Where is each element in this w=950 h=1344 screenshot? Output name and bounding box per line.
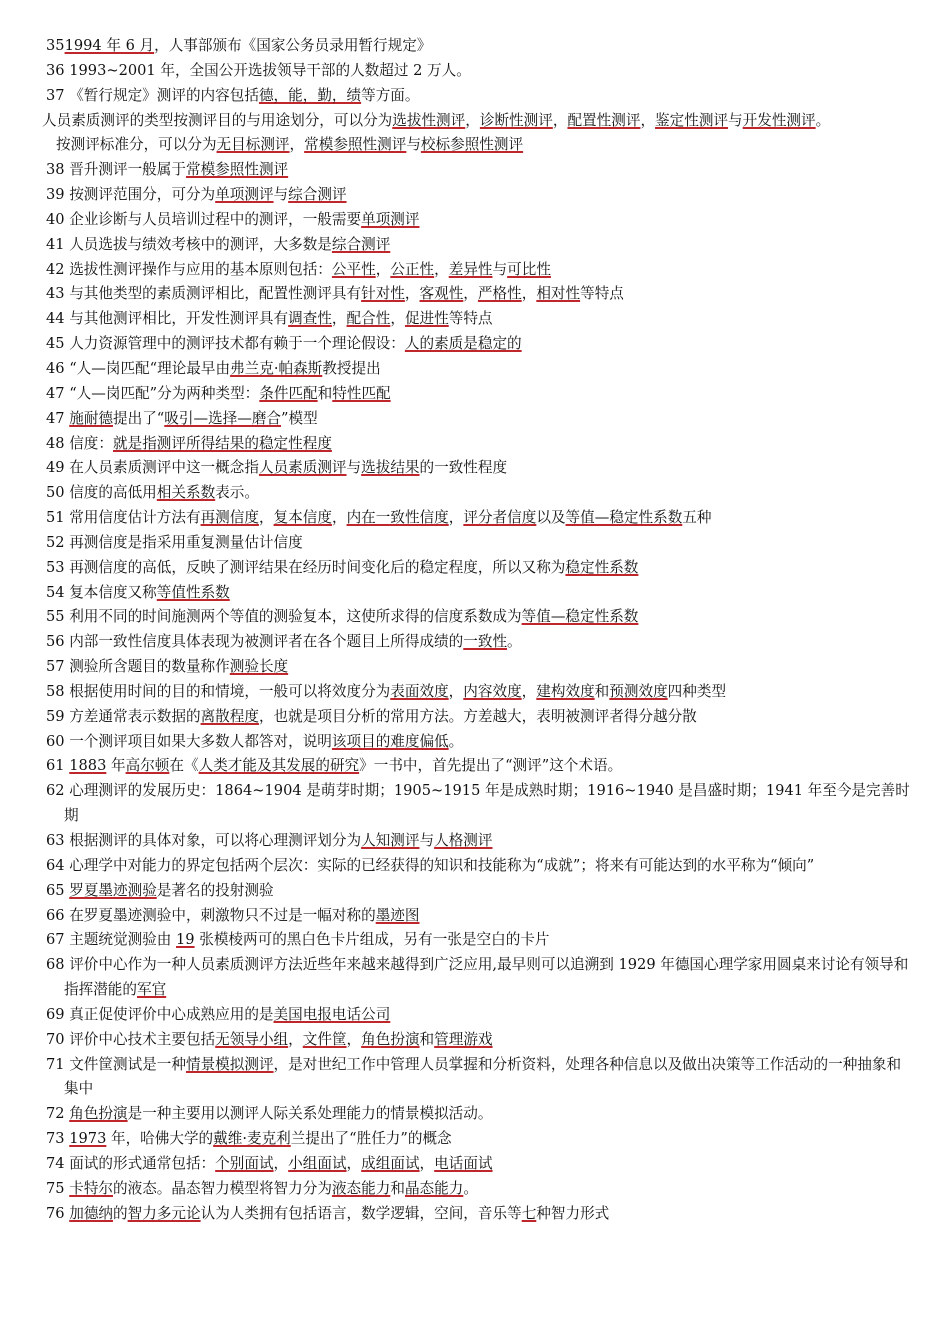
text-segment: 61 [46,757,70,775]
text-line [46,1102,910,1127]
underlined-answer: 人员素质测评 [258,459,347,477]
underlined-answer: 常模参照性测评 [185,161,289,179]
text-line [46,630,910,655]
text-segment: 五种 [682,509,712,527]
underlined-answer: 配合性 [346,310,391,328]
underlined-answer: 人知测评 [361,832,420,849]
underlined-answer: 严格性 [477,285,522,303]
text-segment: 35 [46,37,65,54]
underlined-answer: 公平性 [331,260,376,278]
underlined-answer: 相对性 [536,285,581,303]
text-line [46,928,910,953]
text-line [46,605,910,630]
text-segment: 62 心理测评的发展历史：1864~1904 是萌芽时期；1905~1915 年是成熟时期；1916~1940 是昌盛时期；1941 年至今是完善时期 [46,782,910,825]
text-segment: ， [463,285,478,303]
underlined-answer: 测验长度 [229,658,289,676]
text-segment: 和 [594,682,610,700]
underlined-answer: 调查性 [288,310,332,328]
text-line [46,407,910,432]
text-segment: 与 [728,111,743,129]
underlined-answer: 无领导小组 [215,1030,289,1048]
text-segment: 年 [106,757,126,775]
text-line [46,84,910,109]
underlined-answer: 开发性测评 [742,111,816,129]
text-segment: 56 内部一致性信度具体表现为被测评者在各个题目上所得成绩的 [46,633,464,651]
underlined-answer: 单项测评 [215,186,274,204]
underlined-answer: 校标参照性测评 [420,136,524,154]
text-segment: ， [258,509,274,527]
text-line [46,829,910,854]
text-segment: 67 主题统觉测验由 [46,931,177,949]
text-segment: 69 真正促使评价中心成熟应用的是 [46,1005,274,1023]
text-segment: ， [448,509,464,527]
text-line [46,730,910,755]
text-segment: 和 [390,1179,405,1197]
text-line [46,1053,910,1103]
text-segment: 47 [46,409,70,427]
text-segment: 48 信度： [46,434,113,452]
text-segment: 种智力形式 [536,1204,610,1222]
underlined-answer: 卡特尔 [69,1179,114,1197]
underlined-answer: 预测效度 [609,682,668,700]
text-line [46,581,910,606]
text-line [46,754,910,779]
text-segment: 73 [46,1130,70,1148]
text-segment: 60 一个测评项目如果大多数人都答对，说明 [46,732,332,750]
underlined-answer: 角色扮演 [69,1105,128,1123]
text-segment: 39 按测评范围分，可分为 [46,186,216,204]
text-segment: 。 [507,633,522,651]
text-segment: 等方面。 [361,86,420,104]
text-segment: ， [289,136,305,154]
underlined-answer: 选拔性测评 [392,111,466,129]
text-line [46,1177,910,1202]
text-segment: ， [404,285,420,303]
text-segment: 76 [46,1204,70,1222]
text-segment: ， [521,285,537,303]
text-segment: 71 文件筐测试是一种 [46,1055,186,1073]
text-segment: 的 [113,1204,128,1222]
text-line [46,1127,910,1152]
text-segment: 与 [419,832,435,849]
text-line [46,879,910,904]
underlined-answer: 等值性系数 [156,583,230,601]
underlined-answer: 常模参照性测评 [304,136,407,154]
text-segment: 。 [448,732,464,750]
underlined-answer: 电话面试 [434,1154,493,1172]
text-segment: 46 “人—岗匹配“理论最早由 [46,359,231,377]
underlined-answer: 德，能，勤，绩 [258,86,362,104]
text-segment: 74 面试的形式通常包括： [46,1154,216,1172]
underlined-answer: 1973 [69,1130,107,1148]
underlined-answer: 19 [176,931,195,949]
underlined-answer: 配置性测评 [567,111,641,129]
text-segment: 与 [346,459,362,477]
underlined-answer: 七 [521,1204,537,1222]
text-segment: 年，哈佛大学的 [106,1130,214,1148]
underlined-answer: 戴维·麦克利 [213,1130,291,1148]
text-segment: ，也就是项目分析的常用方法。方差越大，表明被测评者得分越分散 [258,707,697,725]
text-segment: 是一种主要用以测评人际关系处理能力的情景模拟活动。 [127,1105,493,1123]
text-line [42,109,910,134]
text-line [46,655,910,680]
text-segment: 44 与其他测评相比，开发性测评具有 [46,310,289,328]
underlined-answer: 差异性 [448,260,493,278]
text-segment: 的一致性程度 [419,459,508,477]
text-segment: 的液态。晶态智力模型将智力分为 [113,1179,332,1197]
underlined-answer: 促进性 [404,310,449,328]
text-segment: 41 人员选拔与绩效考核中的测评，大多数是 [46,235,332,253]
text-segment: 50 信度的高低用 [46,484,157,502]
text-segment: 和 [419,1030,435,1048]
text-line [46,481,910,506]
underlined-answer: 鉴定性测评 [655,111,729,129]
underlined-answer: 该项目的难度偏低 [331,732,449,750]
text-segment: 。 [463,1179,478,1197]
text-line [46,158,910,183]
text-segment: 》一书中，首先提出了“测评”这个术语。 [359,757,623,775]
text-line [46,133,910,158]
text-segment: 59 方差通常表示数据的 [46,707,201,725]
text-segment: ，人事部颁布《国家公务员录用暂行规定》 [154,37,432,54]
underlined-answer: 人格测评 [434,832,493,849]
text-segment: 与 [492,260,508,278]
underlined-answer: 液态能力 [331,1179,391,1197]
underlined-answer: 客观性 [419,285,464,303]
underlined-answer: 吸引—选择—磨合 [164,409,282,427]
text-line [46,680,910,705]
underlined-answer: 选拔结果 [361,459,420,477]
text-segment: ， [375,260,391,278]
text-segment: 52 再测信度是指采用重复测量估计信度 [46,533,303,551]
text-segment: ， [346,1154,362,1172]
text-segment: 与 [406,136,421,154]
underlined-answer: 加德纳 [69,1204,114,1222]
underlined-answer: 成组面试 [361,1154,420,1172]
text-segment: 在《 [169,757,199,775]
text-segment: ”模型 [281,409,318,427]
text-line [46,208,910,233]
underlined-answer: 复本信度 [273,509,332,527]
text-line [46,556,910,581]
text-segment: 四种类型 [667,682,727,700]
underlined-answer: 施耐德 [69,409,114,427]
text-segment: ， [434,260,449,278]
underlined-answer: 特性匹配 [332,384,391,402]
text-line [46,258,910,283]
text-segment: 43 与其他类型的素质测评相比，配置性测评具有 [46,285,362,303]
text-segment: 等特点 [448,310,493,328]
text-segment: 是著名的投射测验 [156,881,274,899]
underlined-answer: 单项测评 [361,210,420,228]
text-segment: 65 [46,881,70,899]
text-line [46,456,910,481]
text-segment: ， [346,1030,362,1048]
underlined-answer: 综合测评 [331,235,391,253]
underlined-answer: 高尔顿 [125,757,170,775]
text-segment: 64 心理学中对能力的界定包括两个层次：实际的已经获得的知识和技能称为“成就”；将来有可能达到的水平称为“倾向” [46,856,815,874]
text-segment: 75 [46,1179,70,1197]
text-line [46,1028,910,1053]
text-segment: 兰提出了“胜任力”的概念 [290,1130,452,1148]
text-segment: ， [288,1030,303,1048]
text-line [46,854,910,879]
text-segment: 47 “人—岗匹配”分为两种类型： [46,384,260,402]
underlined-answer: 内容效度 [463,682,522,700]
underlined-answer: 综合测评 [288,186,347,204]
text-line [46,233,910,258]
text-segment: 54 复本信度又称 [46,583,157,601]
text-segment: 和 [317,384,333,402]
document-body [42,34,910,1227]
text-segment: 提出了“ [113,409,165,427]
text-line [46,1202,910,1227]
underlined-answer: 人类才能及其发展的研究 [198,757,360,775]
text-segment: 按测评标准分，可以分为 [56,136,217,154]
text-segment: 教授提出 [322,359,381,377]
text-segment: 70 评价中心技术主要包括 [46,1030,216,1048]
text-segment: 人员素质测评的类型按测评目的与用途划分，可以分为 [42,111,393,129]
underlined-answer: 情景模拟测评 [185,1055,274,1073]
text-segment: 37 《暂行规定》测评的内容包括 [46,86,259,104]
text-line [46,1152,910,1177]
underlined-answer: 相关系数 [156,484,216,502]
underlined-answer: 建构效度 [536,682,595,700]
underlined-answer: 1994 年 6 月 [64,37,155,54]
underlined-answer: 评分者信度 [463,509,537,527]
text-line [46,953,910,1003]
text-segment: 72 [46,1105,70,1123]
text-segment: 。 [815,111,831,129]
text-line [46,282,910,307]
text-segment: 认为人类拥有包括语言，数学逻辑，空间，音乐等 [200,1204,522,1222]
text-segment: 63 根据测评的具体对象，可以将心理测评划分为 [46,832,362,849]
text-segment: ， [552,111,568,129]
text-segment: 51 常用信度估计方法有 [46,509,201,527]
underlined-answer: 可比性 [507,260,551,278]
underlined-answer: 1883 [69,757,107,775]
underlined-answer: 表面效度 [390,682,449,700]
underlined-answer: 就是指测评所得结果的稳定性程度 [113,434,332,452]
underlined-answer: 弗兰克·帕森斯 [230,359,323,377]
text-segment: 张模棱两可的黑白色卡片组成，另有一张是空白的卡片 [194,931,550,949]
text-line [46,705,910,730]
text-line [46,1003,910,1028]
underlined-answer: 晶态能力 [404,1179,464,1197]
underlined-answer: 军官 [136,981,167,999]
text-line [46,183,910,208]
underlined-answer: 诊断性测评 [479,111,553,129]
underlined-answer: 美国电报电话公司 [273,1005,391,1023]
underlined-answer: 无目标测评 [216,136,290,154]
text-line [46,59,910,84]
underlined-answer: 小组面试 [288,1154,347,1172]
text-line [46,779,910,829]
text-segment: ， [521,682,537,700]
text-segment: 57 测验所含题目的数量称作 [46,658,230,676]
text-line [46,506,910,531]
text-segment: 36 1993~2001 年，全国公开选拔领导干部的人数超过 2 万人。 [46,61,471,79]
underlined-answer: 人的素质是稳定的 [404,335,522,353]
text-line [46,904,910,929]
text-segment: ， [419,1154,435,1172]
text-line [46,382,910,407]
underlined-answer: 墨迹图 [375,906,420,924]
text-segment: 58 根据使用时间的目的和情境，一般可以将效度分为 [46,682,391,700]
text-segment: 以及 [536,509,566,527]
text-segment: ， [448,682,464,700]
underlined-answer: 离散程度 [200,707,259,725]
text-segment: 55 利用不同的时间施测两个等值的测验复本，这使所求得的信度系数成为 [46,608,522,626]
underlined-answer: 公正性 [390,260,435,278]
underlined-answer: 角色扮演 [361,1030,420,1048]
text-segment: 40 企业诊断与人员培训过程中的测评，一般需要 [46,210,362,228]
text-line [46,34,910,59]
underlined-answer: 智力多元论 [127,1204,201,1222]
text-segment: 53 再测信度的高低，反映了测评结果在经历时间变化后的稳定程度，所以又称为 [46,558,566,576]
text-segment: ，是对世纪工作中管理人员掌握和分析资料，处理各种信息以及做出决策等工作活动的一种抽象和集中 [64,1055,902,1098]
text-line [46,531,910,556]
text-segment: 66 在罗夏墨迹测验中，刺激物只不过是一幅对称的 [46,906,376,924]
text-segment: 等特点 [580,285,624,303]
underlined-answer: 文件筐 [302,1030,347,1048]
underlined-answer: 等值—稳定性系数 [565,509,683,527]
text-line [46,357,910,382]
underlined-answer: 等值—稳定性系数 [521,608,639,626]
underlined-answer: 内在一致性信度 [346,509,449,527]
text-segment: 与 [273,186,289,204]
text-segment: ， [640,111,656,129]
text-segment: ， [465,111,480,129]
underlined-answer: 针对性 [361,285,405,303]
underlined-answer: 条件匹配 [259,384,318,402]
underlined-answer: 再测信度 [200,509,259,527]
underlined-answer: 个别面试 [215,1154,274,1172]
text-segment: ， [331,509,347,527]
text-line [46,432,910,457]
text-segment: ， [273,1154,289,1172]
text-segment: 38 晋升测评一般属于 [46,161,186,179]
text-segment: 45 人力资源管理中的测评技术都有赖于一个理论假设： [46,335,405,353]
text-segment: 42 选拔性测评操作与应用的基本原则包括： [46,260,332,278]
text-segment: 68 评价中心作为一种人员素质测评方法近些年来越来越得到广泛应用,最早则可以追溯到 1929 年德国心理学家用圆桌来讨论有领导和指挥潜能的 [46,956,909,999]
text-line [46,332,910,357]
underlined-answer: 稳定性系数 [565,558,639,576]
underlined-answer: 管理游戏 [434,1030,493,1048]
text-segment: ， [390,310,405,328]
underlined-answer: 罗夏墨迹测验 [69,881,157,899]
text-segment: 表示。 [215,484,259,502]
text-line [46,307,910,332]
text-segment: 49 在人员素质测评中这一概念指 [46,459,259,477]
text-segment: ， [331,310,347,328]
underlined-answer: 一致性 [463,633,508,651]
